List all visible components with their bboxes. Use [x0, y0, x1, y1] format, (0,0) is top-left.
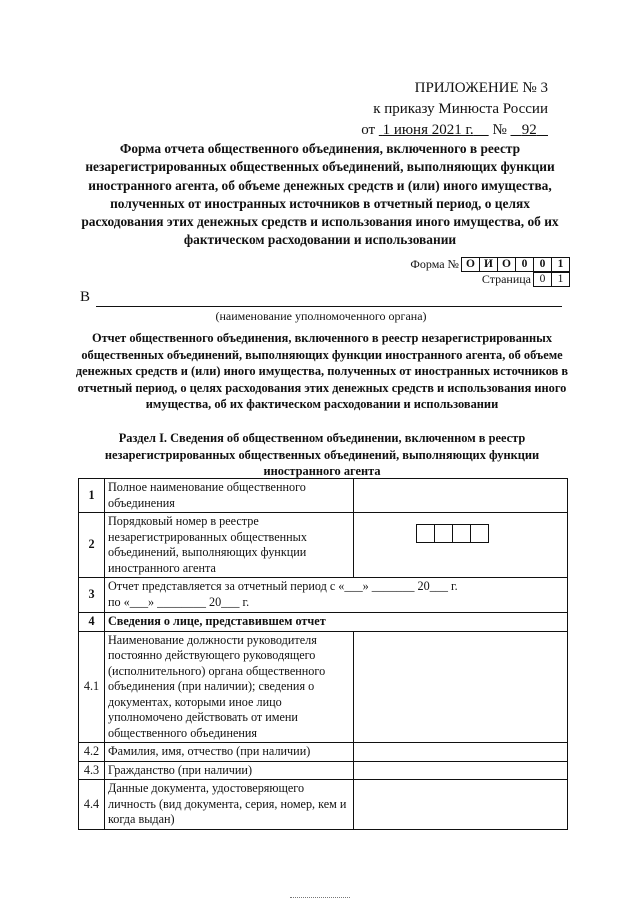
table-row: [79, 578, 568, 613]
page-code-cell: 1: [551, 272, 570, 287]
form-number-label: Форма №: [410, 257, 459, 271]
row-label: Порядковый номер в реестре незарегистрированных общественных объединений, выполняющих функции иностранного агента: [105, 513, 354, 578]
appendix-date-line: [361, 120, 548, 141]
report-title: Отчет общественного объединения, включенного в реестр незарегистрированных общественных объединений, выполняющих функции иностранного агента, об объеме денежных средств и (или) иного имущества, полученных от иностранных источников в отчетный период, о целях расходования этих денежных средств и использования иного имущества, об их фактическом расходовании и использовании: [75, 331, 569, 411]
row-number: 1: [79, 479, 105, 513]
info-table: [78, 478, 568, 830]
number-prefix: №: [492, 122, 507, 138]
page-number-row: [410, 272, 570, 287]
full-name-person-field[interactable]: [354, 743, 568, 762]
recipient-prefix: В: [80, 289, 91, 305]
recipient-field[interactable]: [96, 306, 562, 307]
page-code-cell: 0: [533, 272, 552, 287]
row-label: Гражданство (при наличии): [105, 761, 354, 780]
form-code-cell: 0: [533, 257, 552, 272]
form-title: Форма отчета общественного объединения, включенного в реестр незарегистрированных общественных объединений, выполняющих функции иностранного агента, об объеме денежных средств и (или) иного имущества, полученных от иностранных источников в отчетный период, о целях расходования этих денежных средств и использования иного имущества, об их фактическом расходовании и использовании: [81, 141, 559, 248]
digit-box[interactable]: [416, 524, 435, 543]
reporting-period[interactable]: [105, 578, 568, 613]
table-row: [79, 631, 568, 743]
form-code-cell: О: [497, 257, 516, 272]
period-from: Отчет представляется за отчетный период с «___» _______ 20___ г.: [108, 579, 458, 593]
row-label: Данные документа, удостоверяющего личность (вид документа, серия, номер, кем и когда выдан): [105, 780, 354, 830]
registry-number-field[interactable]: [354, 513, 568, 578]
form-code-cell: 0: [515, 257, 534, 272]
form-code-cell: О: [461, 257, 480, 272]
row-number: 4.3: [79, 761, 105, 780]
page-number-label: Страница: [481, 272, 531, 286]
form-code-cell: И: [479, 257, 498, 272]
period-to: по «___» ________ 20___ г.: [108, 594, 250, 609]
identity-document-field[interactable]: [354, 780, 568, 830]
table-row: [79, 743, 568, 762]
registry-number-boxes: [417, 524, 564, 543]
table-row: [79, 780, 568, 830]
row-label: Наименование должности руководителя постоянно действующего руководящего (исполнительного) органа общественного объединения (при наличии); сведения о документах, которыми иное лицо уполномочено действовать от имени общественного объединения: [105, 631, 354, 743]
table-row: [79, 513, 568, 578]
date-prefix: от: [361, 122, 376, 138]
row-number: 2: [79, 513, 105, 578]
digit-box[interactable]: [470, 524, 489, 543]
row-number: 4.2: [79, 743, 105, 762]
section-header-row: Сведения о лице, представившем отчет: [105, 613, 568, 632]
form-code-cell: 1: [551, 257, 570, 272]
row-label: Полное наименование общественного объединения: [105, 479, 354, 513]
table-row: [79, 761, 568, 780]
page-footer-mark: [290, 897, 350, 898]
appendix-header: [361, 78, 548, 141]
order-number: 92: [521, 122, 537, 138]
form-number-row: [410, 257, 570, 272]
form-code-block: [410, 257, 570, 287]
row-label: Фамилия, имя, отчество (при наличии): [105, 743, 354, 762]
row-number: 4.1: [79, 631, 105, 743]
citizenship-field[interactable]: [354, 761, 568, 780]
table-row: [79, 479, 568, 513]
row-number: 4.4: [79, 780, 105, 830]
digit-box[interactable]: [434, 524, 453, 543]
recipient-line: [80, 291, 562, 307]
appendix-order: к приказу Минюста России: [373, 101, 548, 117]
digit-box[interactable]: [452, 524, 471, 543]
table-row: [79, 613, 568, 632]
appendix-number: ПРИЛОЖЕНИЕ № 3: [414, 80, 548, 96]
row-number: 3: [79, 578, 105, 613]
section-title: Раздел I. Сведения об общественном объединении, включенном в реестр незарегистрированных общественных объединений, выполняющих функции иностранного агента: [104, 431, 540, 478]
full-name-field[interactable]: [354, 479, 568, 513]
row-number: 4: [79, 613, 105, 632]
order-date: 1 июня 2021 г.: [382, 122, 474, 138]
position-field[interactable]: [354, 631, 568, 743]
recipient-caption: (наименование уполномоченного органа): [215, 309, 427, 323]
